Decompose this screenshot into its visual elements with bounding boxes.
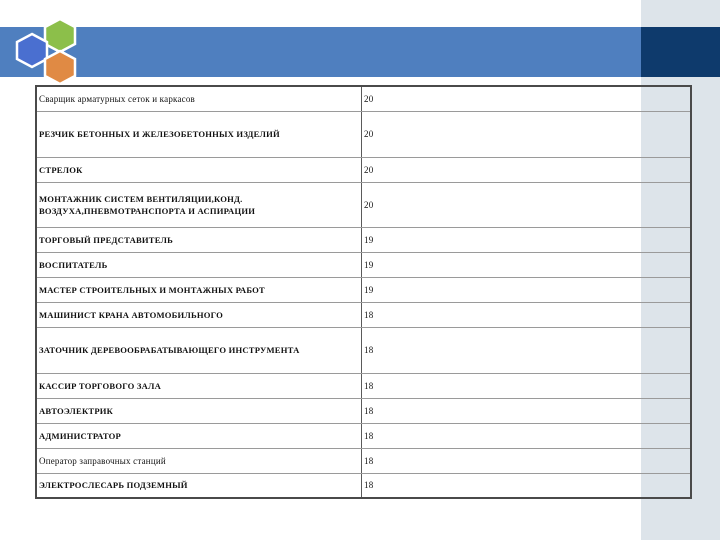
profession-name: МАШИНИСТ КРАНА АВТОМОБИЛЬНОГО <box>36 302 362 327</box>
profession-table <box>35 85 692 499</box>
profession-name: СТРЕЛОК <box>36 157 362 182</box>
table-row <box>36 448 691 473</box>
profession-name: Сварщик арматурных сеток и каркасов <box>36 86 362 111</box>
profession-value: 18 <box>362 327 692 373</box>
hexagon-cluster-icon <box>8 16 84 88</box>
profession-value: 20 <box>362 182 692 227</box>
profession-value: 18 <box>362 423 692 448</box>
table-row <box>36 398 691 423</box>
profession-value: 18 <box>362 302 692 327</box>
profession-name: ТОРГОВЫЙ ПРЕДСТАВИТЕЛЬ <box>36 227 362 252</box>
profession-value: 20 <box>362 86 692 111</box>
profession-name: ЗАТОЧНИК ДЕРЕВООБРАБАТЫВАЮЩЕГО ИНСТРУМЕНТА <box>36 327 362 373</box>
profession-name: МОНТАЖНИК СИСТЕМ ВЕНТИЛЯЦИИ,КОНД. ВОЗДУХА,ПНЕВМОТРАНСПОРТА И АСПИРАЦИИ <box>36 182 362 227</box>
table-row <box>36 473 691 498</box>
profession-value: 19 <box>362 277 692 302</box>
profession-name: Оператор заправочных станций <box>36 448 362 473</box>
profession-name: АДМИНИСТРАТОР <box>36 423 362 448</box>
profession-name: ВОСПИТАТЕЛЬ <box>36 252 362 277</box>
profession-value: 18 <box>362 448 692 473</box>
table-row <box>36 111 691 157</box>
hex-blue-icon <box>17 34 47 67</box>
table-row <box>36 423 691 448</box>
table-row <box>36 157 691 182</box>
profession-value: 18 <box>362 373 692 398</box>
table-row <box>36 252 691 277</box>
profession-name: МАСТЕР СТРОИТЕЛЬНЫХ И МОНТАЖНЫХ РАБОТ <box>36 277 362 302</box>
profession-value: 20 <box>362 157 692 182</box>
profession-value: 19 <box>362 227 692 252</box>
hex-green-icon <box>45 19 75 52</box>
table-row <box>36 227 691 252</box>
profession-name: РЕЗЧИК БЕТОННЫХ И ЖЕЛЕЗОБЕТОННЫХ ИЗДЕЛИЙ <box>36 111 362 157</box>
profession-name: ЭЛЕКТРОСЛЕСАРЬ ПОДЗЕМНЫЙ <box>36 473 362 498</box>
header-banner-accent <box>641 27 720 77</box>
hex-orange-icon <box>45 51 75 84</box>
table-row <box>36 277 691 302</box>
table-row <box>36 182 691 227</box>
profession-value: 18 <box>362 473 692 498</box>
header-banner <box>0 27 641 77</box>
profession-value: 19 <box>362 252 692 277</box>
profession-table-body <box>36 86 691 498</box>
profession-name: КАССИР ТОРГОВОГО ЗАЛА <box>36 373 362 398</box>
profession-value: 18 <box>362 398 692 423</box>
table-row <box>36 327 691 373</box>
table-row <box>36 86 691 111</box>
table-row <box>36 302 691 327</box>
profession-value: 20 <box>362 111 692 157</box>
table-row <box>36 373 691 398</box>
profession-name: АВТОЭЛЕКТРИК <box>36 398 362 423</box>
